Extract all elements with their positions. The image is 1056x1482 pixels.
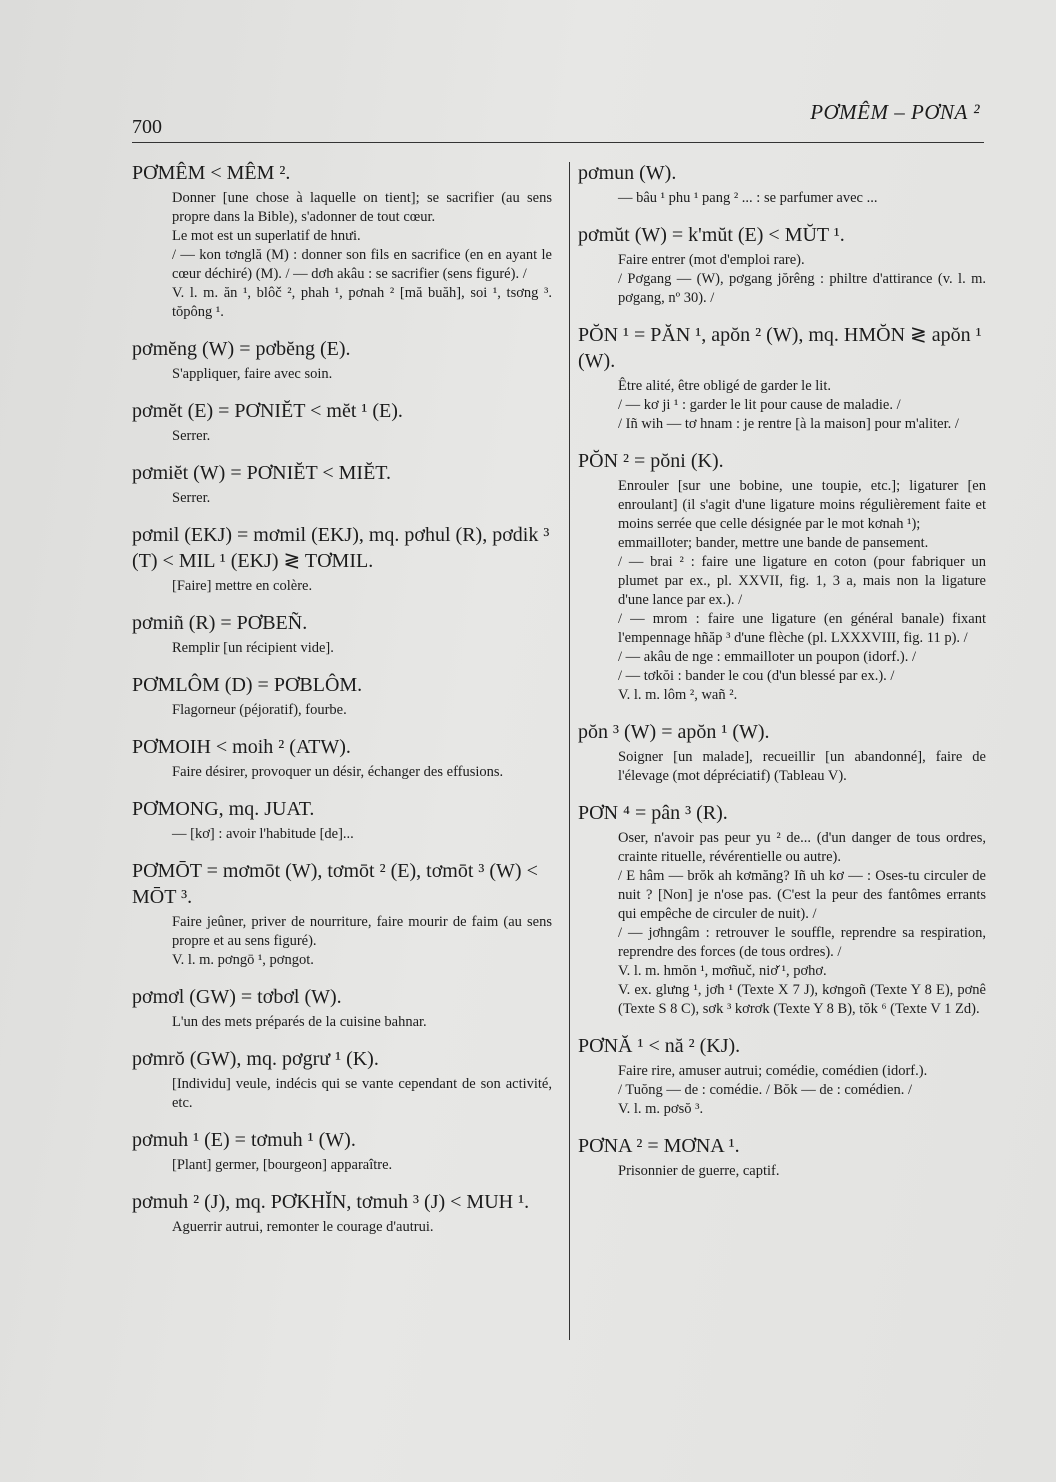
definition-line: Oser, n'avoir pas peur yu ² de... (d'un danger de tous ordres, crainte rituelle, révérentielle ou autre). bbox=[618, 830, 986, 865]
definition-line: / — jơhngâm : retrouver le souffle, reprendre sa respiration, reprendre des forces (de tous ordres). / bbox=[618, 925, 986, 960]
definition-line: Prisonnier de guerre, captif. bbox=[618, 1163, 780, 1179]
definition-line: Serrer. bbox=[172, 428, 211, 444]
definition bbox=[172, 365, 552, 384]
definition bbox=[618, 477, 986, 705]
entry-pomong bbox=[132, 796, 552, 844]
headword: PƠMLÔM (D) = PƠBLÔM. bbox=[132, 674, 363, 696]
definition-line: / — akâu de nge : emmailloter un poupon (idorf.). / bbox=[618, 649, 916, 665]
entry-pomlom bbox=[132, 672, 552, 720]
headword: PŎN ¹ = PĂN ¹, apŏn ² (W), mq. HMŎN ≷ apŏn ¹ (W). bbox=[578, 324, 982, 372]
header-rule bbox=[132, 142, 984, 143]
definition-line: Faire jeûner, priver de nourriture, faire mourir de faim (au sens propre et au sens figuré). bbox=[172, 914, 552, 949]
definition bbox=[618, 251, 986, 308]
definition-line: S'appliquer, faire avec soin. bbox=[172, 366, 333, 382]
definition-line: / — kơ ji ¹ : garder le lit pour cause de maladie. / bbox=[618, 397, 901, 413]
entry-pon-1 bbox=[578, 322, 986, 434]
left-column bbox=[132, 160, 552, 1251]
entry-pomem bbox=[132, 160, 552, 322]
definition bbox=[172, 427, 552, 446]
definition bbox=[172, 1156, 552, 1175]
entry-pon-4 bbox=[578, 800, 986, 1019]
entry-pomin bbox=[132, 610, 552, 658]
definition bbox=[172, 825, 552, 844]
definition-line: Faire entrer (mot d'emploi rare). bbox=[618, 252, 805, 268]
definition-line: V. l. m. pơsŏ ³. bbox=[618, 1101, 704, 1117]
entry-pomol bbox=[132, 984, 552, 1032]
headword: pơmĕt (E) = PƠNIĔT < mĕt ¹ (E). bbox=[132, 400, 403, 422]
definition bbox=[172, 913, 552, 970]
headword: pơmiĕt (W) = PƠNIĔT < MIĔT. bbox=[132, 462, 392, 484]
entry-pomot bbox=[132, 858, 552, 970]
definition-line: Faire désirer, provoquer un désir, échanger des effusions. bbox=[172, 764, 504, 780]
definition bbox=[172, 763, 552, 782]
headword: PƠMOIH < moih ² (ATW). bbox=[132, 736, 351, 758]
definition-line: Flagorneur (péjoratif), fourbe. bbox=[172, 702, 347, 718]
headword: PƠNĂ ¹ < nă ² (KJ). bbox=[578, 1035, 741, 1057]
headword: pơmŭt (W) = k'mŭt (E) < MŬT ¹. bbox=[578, 224, 845, 246]
column-divider bbox=[569, 162, 570, 1340]
definition-line: [Plant] germer, [bourgeon] apparaître. bbox=[172, 1157, 393, 1173]
definition-line: V. l. m. hmŏn ¹, mơñuč, niơ̆ ¹, pơhơ. bbox=[618, 963, 827, 979]
definition-line: Soigner [un malade], recueillir [un abandonné], faire de l'élevage (mot dépréciatif) (Tableau V). bbox=[618, 749, 986, 784]
definition-line: Le mot est un superlatif de hnưi. bbox=[172, 228, 361, 244]
headword: PƠMŌT = mơmōt (W), tơmōt ² (E), tơmōt ³ (W) < MŌT ³. bbox=[132, 860, 538, 908]
definition-line: [Faire] mettre en colère. bbox=[172, 578, 313, 594]
definition bbox=[172, 1075, 552, 1113]
entry-pona-1 bbox=[578, 1033, 986, 1119]
entry-pomuh-2 bbox=[132, 1189, 552, 1237]
headword: pơmĕng (W) = pơbĕng (E). bbox=[132, 338, 351, 360]
entry-pon-2 bbox=[578, 448, 986, 705]
definition-line: / — kon tơnglă (M) : donner son fils en sacrifice (en en ayant le cœur déchiré) (M). / — dơh akâu : se sacrifier (sens figuré). / bbox=[172, 247, 552, 282]
definition-line: / Tuŏng — de : comédie. / Bŏk — de : comédien. / bbox=[618, 1082, 913, 1098]
entry-pomil bbox=[132, 522, 552, 596]
headword: pơmil (EKJ) = mơmil (EKJ), mq. pơhul (R), pơdik ³ (T) < MIL ¹ (EKJ) ≷ TƠMIL. bbox=[132, 524, 550, 572]
entry-pomiet bbox=[132, 460, 552, 508]
headword: pơmơl (GW) = tơbơl (W). bbox=[132, 986, 342, 1008]
entry-pon-3 bbox=[578, 719, 986, 786]
headword: pơmuh ¹ (E) = tơmuh ¹ (W). bbox=[132, 1129, 356, 1151]
definition bbox=[172, 1013, 552, 1032]
definition bbox=[172, 639, 552, 658]
definition-line: — [kơ] : avoir l'habitude [de]... bbox=[172, 826, 354, 842]
definition-line: Serrer. bbox=[172, 490, 211, 506]
definition-line: / — tơkŏi : bander le cou (d'un blessé par ex.). / bbox=[618, 668, 895, 684]
definition-line: emmailloter; bander, mettre une bande de pansement. bbox=[618, 535, 929, 551]
definition bbox=[618, 377, 986, 434]
definition-line: / Iñ wih — tơ hnam : je rentre [à la maison] pour m'aliter. / bbox=[618, 416, 959, 432]
definition-line: / E hâm — brŏk ah kơmăng? Iñ uh kơ — : Oses-tu circuler de nuit ? [Non] je n'ose pas. (C'est la peur des fantômes errants qui empêche de circuler de nuit). / bbox=[618, 868, 986, 922]
definition-line: Aguerrir autrui, remonter le courage d'autrui. bbox=[172, 1219, 434, 1235]
headword: pơmuh ² (J), mq. PƠKHĬN, tơmuh ³ (J) < MUH ¹. bbox=[132, 1191, 530, 1213]
definition bbox=[618, 1062, 986, 1119]
headword: PƠN ⁴ = pân ³ (R). bbox=[578, 802, 728, 824]
definition bbox=[172, 489, 552, 508]
entry-pomut bbox=[578, 222, 986, 308]
headword: PƠMÊM < MÊM ². bbox=[132, 162, 291, 184]
entry-pomuh-1 bbox=[132, 1127, 552, 1175]
headword: PƠNA ² = MƠNA ¹. bbox=[578, 1135, 740, 1157]
definition-line: / Pơgang — (W), pơgang jŏrêng : philtre d'attirance (v. l. m. pơgang, nº 30). / bbox=[618, 271, 986, 306]
definition bbox=[172, 1218, 552, 1237]
definition bbox=[172, 577, 552, 596]
definition-line: V. l. m. ăn ¹, blôč ², phah ¹, pơnah ² [mă buăh], soi ¹, tsơng ³. tŏpông ¹. bbox=[172, 285, 552, 320]
definition bbox=[618, 748, 986, 786]
definition bbox=[172, 701, 552, 720]
headword: PƠMONG, mq. JUAT. bbox=[132, 798, 315, 820]
right-column bbox=[578, 160, 986, 1195]
entry-pomun bbox=[578, 160, 986, 208]
definition-line: / — brai ² : faire une ligature en coton (pour fabriquer un plumet par ex., pl. XXVII, fig. 1, 3 a, mais non la ligature d'une lance par ex.). / bbox=[618, 554, 986, 608]
definition-line: Être alité, être obligé de garder le lit. bbox=[618, 378, 831, 394]
definition-line: V. l. m. lôm ², wañ ². bbox=[618, 687, 738, 703]
entry-pona-2 bbox=[578, 1133, 986, 1181]
definition-line: V. ex. glưng ¹, jơh ¹ (Texte X 7 J), kơngoñ (Texte Y 8 E), pơnê (Texte S 8 C), sơk ³ kơrơk (Texte Y 8 B), tŏk ⁶ (Texte V 1 Zd). bbox=[618, 982, 986, 1017]
definition-line: Remplir [un récipient vide]. bbox=[172, 640, 334, 656]
headword: pơmun (W). bbox=[578, 162, 677, 184]
definition-line: [Individu] veule, indécis qui se vante cependant de son activité, etc. bbox=[172, 1076, 552, 1111]
headword: pŏn ³ (W) = apŏn ¹ (W). bbox=[578, 721, 770, 743]
definition-line: L'un des mets préparés de la cuisine bahnar. bbox=[172, 1014, 427, 1030]
definition-line: Donner [une chose à laquelle on tient]; se sacrifier (au sens propre dans la Bible), s'adonner de tout cœur. bbox=[172, 190, 552, 225]
entry-pomet bbox=[132, 398, 552, 446]
definition-line: Faire rire, amuser autrui; comédie, comédien (idorf.). bbox=[618, 1063, 928, 1079]
definition bbox=[618, 829, 986, 1019]
entry-pomoih bbox=[132, 734, 552, 782]
definition-line: / — mrom : faire une ligature (en général banale) fixant l'empennage hñăp ³ d'une flèche (pl. LXXXVIII, fig. 11 p). / bbox=[618, 611, 986, 646]
running-head: PƠMÊM – PƠNA ² bbox=[810, 100, 980, 124]
headword: pơmrŏ (GW), mq. pơgrư ¹ (K). bbox=[132, 1048, 379, 1070]
headword: PŎN ² = pŏni (K). bbox=[578, 450, 724, 472]
definition bbox=[618, 189, 986, 208]
definition-line: V. l. m. pơngō ¹, pơngot. bbox=[172, 952, 314, 968]
definition bbox=[172, 189, 552, 322]
entry-pomro bbox=[132, 1046, 552, 1113]
headword: pơmiñ (R) = PƠBEÑ. bbox=[132, 612, 308, 634]
definition-line: — bâu ¹ phu ¹ pang ² ... : se parfumer avec ... bbox=[618, 190, 878, 206]
definition-line: Enrouler [sur une bobine, une toupie, etc.]; ligaturer [en enroulant] (il s'agit d'une ligature moins régulièrement faite et moins serrée que celle désignée par le mot kơnah ¹); bbox=[618, 478, 986, 532]
page-number: 700 bbox=[132, 116, 162, 138]
entry-pomeng bbox=[132, 336, 552, 384]
definition bbox=[618, 1162, 986, 1181]
